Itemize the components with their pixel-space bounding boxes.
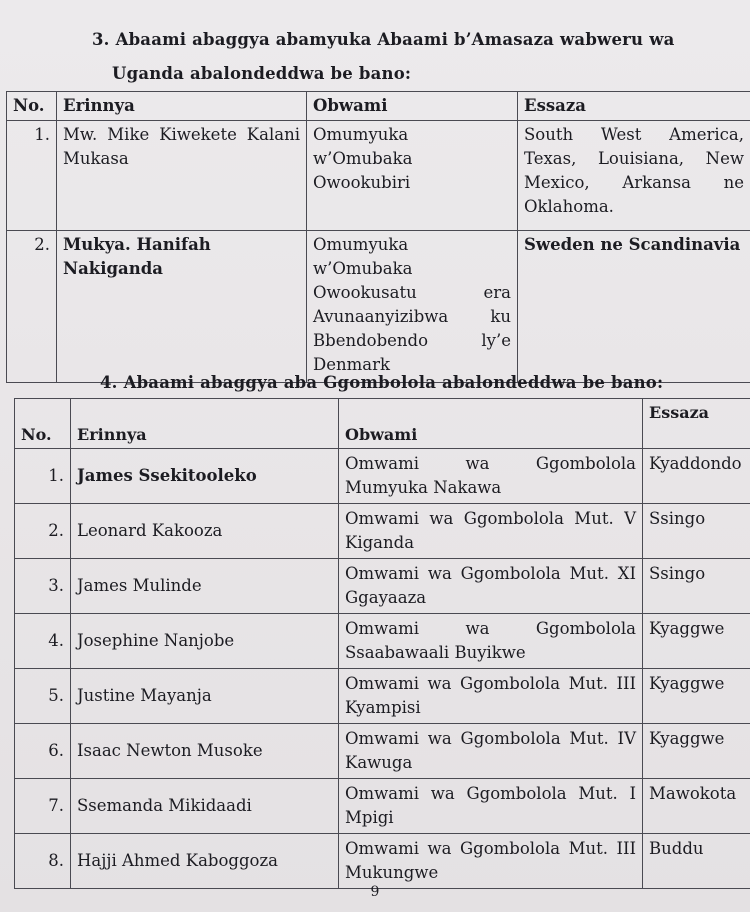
row-name: Josephine Nanjobe (71, 614, 339, 669)
row-number: 3. (15, 559, 71, 614)
column-header-county: Essaza (518, 92, 750, 121)
column-header-name: Erinnya (57, 92, 307, 121)
table-row (15, 614, 750, 669)
row-title: Omwami wa Ggombolola Mut. III Mukungwe (339, 834, 643, 889)
row-title: Omwami wa Ggombolola Mut. I Mpigi (339, 779, 643, 834)
row-title: Omwami wa Ggombolola Mut. XI Ggayaaza (339, 559, 643, 614)
table-row (15, 504, 750, 559)
row-name: Mw. Mike Kiwekete Kalani Mukasa (57, 121, 307, 231)
page-number: 9 (370, 884, 380, 900)
section3-heading-line2: Uganda abalondeddwa be bano: (112, 64, 412, 83)
row-county: Kyaggwe (643, 614, 750, 669)
row-title: Omumyuka w’Omubaka Owookusatu era Avunaanyizibwa ku Bbendobendo ly’e Denmark (307, 231, 518, 383)
row-name: Justine Mayanja (71, 669, 339, 724)
row-number: 4. (15, 614, 71, 669)
table-row (15, 449, 750, 504)
row-name: Mukya. Hanifah Nakiganda (57, 231, 307, 383)
row-number: 1. (15, 449, 71, 504)
row-county: South West America, Texas, Louisiana, New Mexico, Arkansa ne Oklahoma. (518, 121, 750, 231)
section4-heading: 4. Abaami abaggya aba Ggombolola abalondeddwa be bano: (100, 373, 664, 392)
row-number: 5. (15, 669, 71, 724)
row-title: Omwami wa Ggombolola Ssaabawaali Buyikwe (339, 614, 643, 669)
table-row (7, 231, 750, 383)
table-row (15, 779, 750, 834)
row-county: Buddu (643, 834, 750, 889)
row-title: Omwami wa Ggombolola Mumyuka Nakawa (339, 449, 643, 504)
row-county: Kyaggwe (643, 669, 750, 724)
table-row (15, 834, 750, 889)
row-number: 7. (15, 779, 71, 834)
row-title: Omwami wa Ggombolola Mut. IV Kawuga (339, 724, 643, 779)
row-name: Isaac Newton Musoke (71, 724, 339, 779)
column-header-no: No. (7, 92, 57, 121)
table-row (15, 724, 750, 779)
row-name: Ssemanda Mikidaadi (71, 779, 339, 834)
section3-table (6, 91, 750, 383)
row-number: 8. (15, 834, 71, 889)
column-header-title: Obwami (307, 92, 518, 121)
row-county: Mawokota (643, 779, 750, 834)
row-county: Kyaddondo (643, 449, 750, 504)
row-name: Leonard Kakooza (71, 504, 339, 559)
table-header-row (7, 92, 750, 121)
row-name: James Mulinde (71, 559, 339, 614)
row-number: 2. (7, 231, 57, 383)
table-row (15, 669, 750, 724)
table-header-row (15, 399, 750, 449)
row-title: Omwami wa Ggombolola Mut. V Kiganda (339, 504, 643, 559)
row-number: 1. (7, 121, 57, 231)
section4-table (14, 398, 750, 889)
column-header-no: No. (15, 399, 71, 449)
column-header-title: Obwami (339, 399, 643, 449)
row-title: Omumyuka w’Omubaka Owookubiri (307, 121, 518, 231)
row-number: 6. (15, 724, 71, 779)
row-name: James Ssekitooleko (71, 449, 339, 504)
table-row (15, 559, 750, 614)
row-number: 2. (15, 504, 71, 559)
row-county: Ssingo (643, 559, 750, 614)
column-header-name: Erinnya (71, 399, 339, 449)
column-header-county: Essaza (643, 399, 750, 449)
row-county: Kyaggwe (643, 724, 750, 779)
section3-heading-line1: 3. Abaami abaggya abamyuka Abaami b’Amasaza wabweru wa (92, 30, 675, 49)
row-county: Sweden ne Scandinavia (518, 231, 750, 383)
row-title: Omwami wa Ggombolola Mut. III Kyampisi (339, 669, 643, 724)
table-row (7, 121, 750, 231)
row-name: Hajji Ahmed Kaboggoza (71, 834, 339, 889)
row-county: Ssingo (643, 504, 750, 559)
